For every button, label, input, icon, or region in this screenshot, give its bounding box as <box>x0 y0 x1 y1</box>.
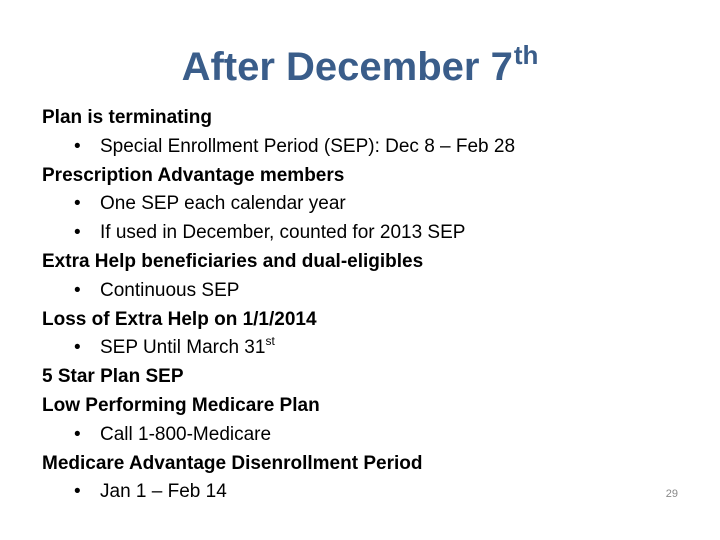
item-text: Plan is terminating <box>42 107 212 128</box>
item-text: Low Performing Medicare Plan <box>42 394 320 416</box>
item-text: Jan 1 – Feb 14 <box>100 481 227 503</box>
heading-item <box>42 306 662 335</box>
bullet-icon: • <box>74 423 81 445</box>
sub-bullet-item <box>42 277 662 306</box>
bullet-icon: • <box>74 337 81 359</box>
bullet-icon: • <box>74 222 81 244</box>
bullet-list <box>42 104 662 507</box>
sub-bullet-item <box>42 219 662 248</box>
item-text: Continuous SEP <box>100 279 240 301</box>
bullet-icon: • <box>74 135 81 157</box>
slide-title-superscript: th <box>513 40 539 70</box>
sub-bullet-item <box>42 133 662 162</box>
bullet-icon: • <box>74 279 81 301</box>
sub-bullet-item <box>42 334 662 363</box>
item-text: One SEP each calendar year <box>100 193 346 215</box>
item-text: Extra Help beneficiaries and dual-eligibles <box>42 250 424 272</box>
slide-title-text: After December 7 <box>181 45 513 89</box>
slide-title <box>0 38 720 100</box>
bullet-icon: • <box>74 481 81 503</box>
item-text: SEP Until March 31 <box>100 337 266 359</box>
item-text: Call 1-800-Medicare <box>100 423 272 445</box>
item-text: If used in December, counted for 2013 SEP <box>100 222 466 244</box>
heading-item <box>42 162 662 191</box>
item-superscript: st <box>265 334 275 349</box>
bullet-icon: • <box>74 193 81 215</box>
heading-item <box>42 450 662 479</box>
sub-bullet-item <box>42 478 662 507</box>
item-text: 5 Star Plan SEP <box>42 366 184 388</box>
page-number: 29 <box>665 488 678 500</box>
item-text: Medicare Advantage Disenrollment Period <box>42 452 423 474</box>
item-text: Special Enrollment Period (SEP): Dec 8 – Feb 28 <box>100 135 516 157</box>
heading-item <box>42 363 662 392</box>
sub-bullet-item <box>42 190 662 219</box>
item-text: Loss of Extra Help on 1/1/2014 <box>42 308 317 330</box>
heading-item <box>42 248 662 277</box>
heading-item <box>42 392 662 421</box>
item-text: Prescription Advantage members <box>42 164 345 186</box>
sub-bullet-item <box>42 421 662 450</box>
heading-item <box>42 104 662 133</box>
